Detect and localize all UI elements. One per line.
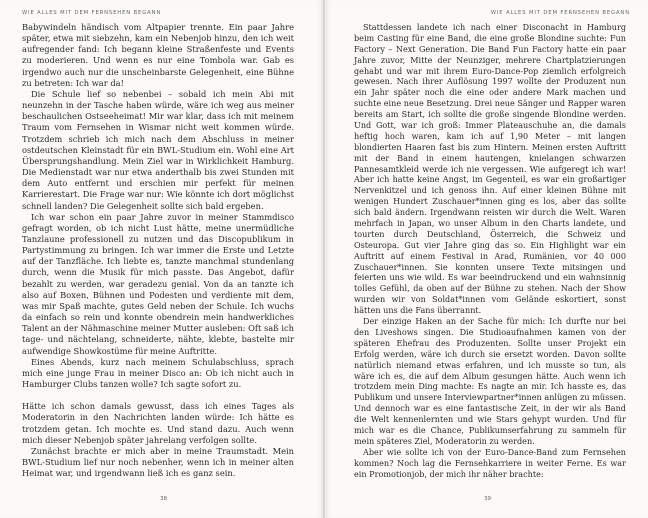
paragraph: Eines Abends, kurz nach meinem Schulabschluss, sprach mich eine junge Frau in meiner Disco an: Ob ich nicht auch in Hamburger Clubs tanzen wolle? Ich sagte sofort zu.: [22, 356, 294, 389]
paragraph: Hätte ich schon damals gewusst, dass ich eines Tages als Moderatorin in den Nachrichten landen würde: Ich hätte es trotzdem getan. Ich mochte es. Und stand dazu. Auch wenn mich dieser Nebenjob später jahrelang verfolgen sollte.: [22, 401, 294, 445]
right-page: [324, 0, 648, 518]
paragraph: Ich war schon ein paar Jahre zuvor in meiner Stammdisco gefragt worden, ob ich nicht Lust hätte, meine unermüdliche Tanzlaune professionell zu nutzen und das Discopublikum in Partystimmung zu bringen. Ich war immer die Erste und Letzte auf der Tanzfläche. Ich liebte es, tanzte manchmal stundenlang durch, wenn die Musik für mich passte. Das Angebot, dafür bezahlt zu werden, war geradezu genial. Von da an tanzte ich also auf Boxen, Bühnen und Podesten und verdiente mit dem, was mir Spaß machte, gutes Geld neben der Schule. Ich wuchs da einfach so rein und konnte obendrein mein handwerkliches Talent an der Nähmaschine meiner Mutter ausleben: Oft saß ich tage- und nächtelang, schneiderte, nähte, klebte, bastelte mir aufwendige Showkostüme für meine Auftritte.: [22, 211, 294, 356]
paragraph: Zunächst brachte er mich aber in meine Traumstadt. Mein BWL-Studium lief nur noch nebenher, wenn ich in meiner alten Heimat war, und irgendwann ließ ich es ganz sein.: [22, 445, 294, 479]
paragraph: Babywindeln händisch vom Altpapier trennte. Ein paar Jahre später, etwa mit siebzehn, kam ein Nebenjob hinzu, den ich weit aufregender fand: Ich begann kleine Straßenfeste und Events zu moderieren. Und wenn es nur eine Tombola war. Gab es irgendwo auch nur die unscheinbarste Gelegenheit, eine Bühne zu betreten: Ich war da!: [22, 22, 294, 88]
paragraph: Die Schule lief so nebenbei – sobald ich mein Abi mit neunzehn in der Tasche haben würde, wäre ich weg aus meiner beschaulichen Ostseeheimat! Mir war klar, dass ich mit meinem Traum vom Fernsehen in Wismar nicht weit kommen würde. Trotzdem schrieb ich mich nach dem Abschluss in meiner ostdeutschen Kleinstadt für ein BWL-Studium ein. Wohl eine Art Übersprungshandlung. Mein Ziel war in Wirklichkeit Hamburg. Die Medienstadt war nur etwa anderthalb bis zwei Stunden mit dem Auto entfernt und erschien mir perfekt für meinen Karrierestart. Die Frage war nur: Wie könnte ich dort möglichst schnell landen? Die Gelegenheit sollte sich bald ergeben.: [22, 88, 294, 211]
page-number-right: 39: [484, 496, 491, 502]
page-number-left: 38: [160, 496, 167, 502]
book-gutter: [323, 0, 325, 518]
running-head-right: WIE ALLES MIT DEM FERNSEHEN BEGANN: [490, 10, 630, 16]
right-page-body: [354, 22, 626, 479]
paragraph: Stattdessen landete ich nach einer Disconacht in Hamburg beim Casting für eine Band, die eine große Blondine suchte: Fun Factory – Next Generation. Die Band Fun Factory hatte ein paar Jahre zuvor, Mitte der Neunziger, mehrere Chartplatzierungen gehabt und war mit ihrem Euro-Dance-Pop ziemlich erfolgreich gewesen. Nach ihrer Auflösung 1997 wollte der Produzent nun ein Jahr später noch die eine oder andere Mark machen und suchte eine neue Besetzung. Drei neue Sänger und Rapper waren bereits am Start, ich sollte die große singende Blondine werden. Und Gott, war ich groß: Immer Plateauschuhe an, die damals heftig hoch waren, kam ich auf 1,90 Meter – mit langen blondierten Haaren fast bis zum Hintern. Meinen ersten Auftritt mit der Band in einem hautengen, knielangen schwarzen Pannesamtkleid werde ich nie vergessen. Wie aufgeregt ich war! Aber ich hatte keine Angst, im Gegenteil, es war ein großartiger Nervenkitzel und ich genoss ihn. Auf einer kleinen Bühne mit wenigen Hundert Zuschauer*innen ging es los, aber das sollte sich bald ändern. Irgendwann reisten wir durch die Welt. Waren mehrfach in Japan, wo unser Album in den Charts landete, und tourten durch Deutschland, Österreich, die Schweiz und Osteuropa. Gut vier Jahre ging das so. Ein Highlight war ein Auftritt auf einem Festival in Arad, Rumänien, vor 40 000 Zuschauer*innen. Sie konnten unsere Texte mitsingen und feierten uns wie wild. Es war beeindruckend und ein wahnsinnig tolles Gefühl, da oben auf der Bühne zu stehen. Nach der Show wurden wir von Soldat*innen vom Gelände eskortiert, sonst hätten uns die Fans überrannt.: [354, 22, 626, 316]
paragraph: Der einzige Haken an der Sache für mich: Ich durfte nur bei den Liveshows singen. Die Studioaufnahmen kamen von der späteren Ehefrau des Produzenten. Sollte unser Projekt ein Erfolg werden, wäre ich durch sie ersetzt worden. Davon sollte natürlich niemand etwas erfahren, und ich musste so tun, als wäre ich es, die auf dem Album gesungen hätte. Auch wenn ich trotzdem mein Ding machte: Es nagte an mir. Ich hasste es, das Publikum und unsere Interviewpartner*innen anlügen zu müssen. Und dennoch war es eine fantastische Zeit, in der wir als Band die Welt kennenlernten und wie Stars gehypt wurden. Und für mich war es die Chance, Publikumserfahrung zu sammeln für mein späteres Ziel, Moderatorin zu werden.: [354, 316, 626, 446]
paragraph: Aber wie sollte ich von der Euro-Dance-Band zum Fernsehen kommen? Noch lag die Fernsehkarriere in weiter Ferne. Es war ein Promotionjob, der mich ihr näher brachte:: [354, 446, 626, 479]
running-head-left: WIE ALLES MIT DEM FERNSEHEN BEGANN: [22, 10, 162, 16]
left-page-body: [22, 22, 294, 479]
